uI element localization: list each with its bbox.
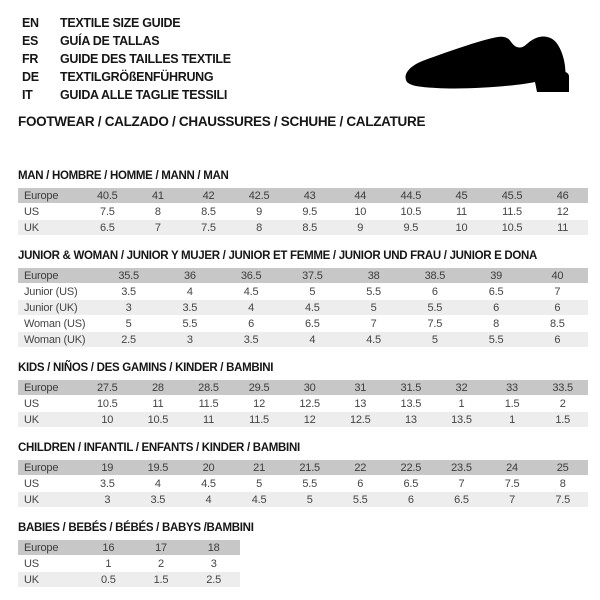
size-cell: 11 xyxy=(152,397,164,410)
size-table xyxy=(18,539,240,588)
size-cell: 3.5 xyxy=(243,333,259,346)
size-cell: 6 xyxy=(493,301,500,314)
size-cell: 3 xyxy=(186,333,193,346)
language-code: FR xyxy=(22,52,39,66)
size-cell: 10.5 xyxy=(501,221,523,234)
size-cell: 37.5 xyxy=(282,268,343,283)
size-cell: 10.5 xyxy=(400,205,422,218)
size-cell: 0.5 xyxy=(100,573,116,586)
size-cell: 9 xyxy=(256,205,263,218)
row-label: US xyxy=(24,205,39,218)
size-cell: 3.5 xyxy=(99,477,115,490)
size-cell: 9.5 xyxy=(403,221,419,234)
size-cell: 11 xyxy=(557,221,569,234)
language-code: EN xyxy=(22,16,39,30)
table-title: CHILDREN / INFANTIL / ENFANTS / KINDER / BAMBINI xyxy=(18,442,300,454)
size-cell: 7 xyxy=(509,493,515,506)
row-label: Europe xyxy=(18,540,82,555)
size-cell: 4 xyxy=(186,285,193,298)
europe-header-row xyxy=(18,540,240,555)
row-label: UK xyxy=(24,221,39,234)
size-cell: 4.5 xyxy=(366,333,381,346)
size-cell: 1.5 xyxy=(153,573,169,586)
size-cell: 12.5 xyxy=(299,397,320,410)
size-cell: 33 xyxy=(487,380,538,395)
europe-header-row xyxy=(18,460,588,475)
size-cell: 17 xyxy=(135,540,188,555)
europe-header-row xyxy=(18,188,588,203)
size-cell: 10.5 xyxy=(96,397,118,410)
guide-title-en: TEXTILE SIZE GUIDE xyxy=(60,16,181,30)
row-label: Europe xyxy=(18,380,82,395)
size-table-section xyxy=(18,170,588,236)
size-table-section xyxy=(18,442,588,508)
size-cell: 10.5 xyxy=(147,413,169,426)
size-cell: 6.5 xyxy=(99,221,115,234)
size-table-section xyxy=(18,362,588,428)
size-row xyxy=(18,204,588,219)
size-cell: 6 xyxy=(431,285,438,298)
size-cell: 2.5 xyxy=(121,333,136,346)
europe-header-row xyxy=(18,380,588,395)
row-label: UK xyxy=(24,573,39,586)
size-cell: 7 xyxy=(554,285,561,298)
size-cell: 5.5 xyxy=(302,477,318,490)
size-cell: 41 xyxy=(133,188,184,203)
row-label: UK xyxy=(24,493,39,506)
size-row xyxy=(18,476,588,491)
size-row xyxy=(18,300,588,315)
size-cell: 11.5 xyxy=(502,205,522,218)
size-cell: 5.5 xyxy=(182,317,198,330)
size-cell: 8 xyxy=(493,317,500,330)
size-cell: 21 xyxy=(234,460,285,475)
size-cell: 12.5 xyxy=(349,413,371,426)
size-cell: 19.5 xyxy=(133,460,184,475)
size-cell: 1 xyxy=(509,413,515,426)
size-cell: 6 xyxy=(554,333,561,346)
size-cell: 5 xyxy=(431,333,438,346)
size-cell: 5.5 xyxy=(366,285,381,298)
size-row xyxy=(18,572,240,587)
size-cell: 4.5 xyxy=(243,285,259,298)
size-cell: 3 xyxy=(125,301,132,314)
row-label: Woman (UK) xyxy=(24,333,86,346)
size-cell: 10 xyxy=(455,221,468,234)
size-cell: 44 xyxy=(335,188,386,203)
shoe-icon xyxy=(398,34,580,98)
size-cell: 40.5 xyxy=(82,188,133,203)
row-label: Europe xyxy=(18,188,82,203)
size-cell: 7.5 xyxy=(504,477,520,490)
size-cell: 6.5 xyxy=(305,317,320,330)
size-cell: 11 xyxy=(202,413,214,426)
size-cell: 7.5 xyxy=(555,493,571,506)
language-code: DE xyxy=(22,70,39,84)
size-row xyxy=(18,412,588,427)
row-label: US xyxy=(24,397,39,410)
table-title: KIDS / NIÑOS / DES GAMINS / KINDER / BAMBINI xyxy=(18,362,274,374)
size-cell: 42 xyxy=(183,188,234,203)
size-table-section xyxy=(18,522,588,588)
size-cell: 12 xyxy=(253,397,265,410)
language-code: ES xyxy=(22,34,39,48)
row-label: Europe xyxy=(18,460,82,475)
size-cell: 1 xyxy=(458,397,465,410)
shoe-silhouette xyxy=(406,36,569,92)
europe-header-row xyxy=(18,268,588,283)
size-cell: 11.5 xyxy=(198,397,219,410)
size-cell: 6 xyxy=(554,301,561,314)
size-cell: 19 xyxy=(82,460,133,475)
size-cell: 5.5 xyxy=(352,493,368,506)
size-cell: 18 xyxy=(187,540,240,555)
size-cell: 4.5 xyxy=(305,301,320,314)
size-cell: 28.5 xyxy=(183,380,234,395)
guide-title-fr: GUIDE DES TAILLES TEXTILE xyxy=(60,52,231,66)
size-cell: 28 xyxy=(133,380,184,395)
size-cell: 2.5 xyxy=(206,573,221,586)
size-cell: 13.5 xyxy=(451,413,472,426)
size-cell: 38 xyxy=(343,268,404,283)
size-cell: 30 xyxy=(284,380,335,395)
size-cell: 6.5 xyxy=(488,285,504,298)
language-code: IT xyxy=(22,88,33,102)
size-cell: 33.5 xyxy=(537,380,588,395)
size-cell: 35.5 xyxy=(98,268,159,283)
size-cell: 12 xyxy=(556,205,569,218)
size-cell: 39 xyxy=(466,268,527,283)
size-cell: 4 xyxy=(309,333,316,346)
size-cell: 8.5 xyxy=(201,205,216,218)
size-cell: 4 xyxy=(248,301,255,314)
size-cell: 10 xyxy=(354,205,367,218)
size-cell: 5 xyxy=(309,285,316,298)
size-cell: 16 xyxy=(82,540,135,555)
size-cell: 21.5 xyxy=(284,460,335,475)
size-row xyxy=(18,556,240,571)
size-cell: 7 xyxy=(458,477,465,490)
size-cell: 13 xyxy=(404,413,417,426)
size-cell: 4 xyxy=(154,477,161,490)
size-cell: 7.5 xyxy=(201,221,216,234)
size-cell: 8.5 xyxy=(550,317,565,330)
size-cell: 43 xyxy=(284,188,335,203)
size-cell: 6 xyxy=(407,493,414,506)
guide-title-it: GUIDA ALLE TAGLIE TESSILI xyxy=(60,88,228,102)
size-cell: 38.5 xyxy=(404,268,465,283)
size-row xyxy=(18,396,588,411)
row-label: US xyxy=(24,557,39,570)
table-title: MAN / HOMBRE / HOMME / MANN / MAN xyxy=(18,170,229,182)
size-cell: 11 xyxy=(455,205,467,218)
size-cell: 9 xyxy=(357,221,364,234)
size-cell: 8 xyxy=(256,221,263,234)
size-cell: 5.5 xyxy=(427,301,443,314)
size-table xyxy=(18,267,588,348)
size-row xyxy=(18,220,588,235)
size-row xyxy=(18,492,588,507)
size-cell: 13.5 xyxy=(400,397,422,410)
language-row xyxy=(18,14,588,32)
size-tables xyxy=(18,170,588,588)
size-cell: 7 xyxy=(154,221,161,234)
size-cell: 40 xyxy=(527,268,588,283)
row-label: Woman (US) xyxy=(24,317,86,330)
guide-title-de: TEXTILGRÖßENFÜHRUNG xyxy=(60,70,214,84)
size-cell: 13 xyxy=(354,397,367,410)
row-label: UK xyxy=(24,413,39,426)
size-cell: 2 xyxy=(559,397,566,410)
table-title: BABIES / BEBÉS / BÉBÉS / BABYS /BAMBINI xyxy=(18,522,254,534)
size-cell: 27.5 xyxy=(82,380,133,395)
row-label: US xyxy=(24,477,39,490)
size-table xyxy=(18,379,588,428)
size-table xyxy=(18,187,588,236)
size-cell: 6.5 xyxy=(403,477,419,490)
size-cell: 3 xyxy=(210,557,217,570)
size-cell: 45 xyxy=(436,188,487,203)
size-cell: 1.5 xyxy=(555,413,571,426)
size-table xyxy=(18,459,588,508)
size-cell: 7.5 xyxy=(427,317,443,330)
size-cell: 3 xyxy=(104,493,111,506)
size-cell: 5 xyxy=(370,301,377,314)
size-cell: 31.5 xyxy=(386,380,437,395)
size-row xyxy=(18,316,588,331)
size-cell: 4.5 xyxy=(251,493,267,506)
size-cell: 6 xyxy=(357,477,364,490)
size-cell: 1.5 xyxy=(504,397,520,410)
size-row xyxy=(18,332,588,347)
size-cell: 3.5 xyxy=(182,301,198,314)
size-cell: 31 xyxy=(335,380,386,395)
category-line: FOOTWEAR / CALZADO / CHAUSSURES / SCHUHE / CALZATURE xyxy=(18,114,426,129)
size-cell: 3.5 xyxy=(150,493,166,506)
size-cell: 10 xyxy=(101,413,114,426)
size-cell: 25 xyxy=(537,460,588,475)
guide-title-es: GUÍA DE TALLAS xyxy=(60,34,160,48)
size-cell: 11.5 xyxy=(249,413,269,426)
size-cell: 5.5 xyxy=(488,333,504,346)
size-cell: 4 xyxy=(205,493,212,506)
size-cell: 8 xyxy=(154,205,161,218)
size-cell: 32 xyxy=(436,380,487,395)
size-cell: 44.5 xyxy=(386,188,437,203)
size-table-section xyxy=(18,250,588,348)
size-cell: 36 xyxy=(159,268,220,283)
size-cell: 29.5 xyxy=(234,380,285,395)
size-cell: 4.5 xyxy=(201,477,216,490)
size-cell: 23.5 xyxy=(436,460,487,475)
size-cell: 36.5 xyxy=(221,268,282,283)
size-cell: 8.5 xyxy=(302,221,318,234)
size-cell: 6.5 xyxy=(454,493,469,506)
size-cell: 2 xyxy=(158,557,164,570)
size-cell: 8 xyxy=(559,477,566,490)
size-cell: 3.5 xyxy=(121,285,136,298)
size-row xyxy=(18,284,588,299)
size-cell: 42.5 xyxy=(234,188,285,203)
row-label: Europe xyxy=(18,268,98,283)
size-cell: 1 xyxy=(105,557,112,570)
size-cell: 22.5 xyxy=(386,460,437,475)
size-cell: 7 xyxy=(370,317,377,330)
size-cell: 5 xyxy=(306,493,313,506)
row-label: Junior (US) xyxy=(24,285,78,298)
size-cell: 9.5 xyxy=(302,205,318,218)
size-cell: 24 xyxy=(487,460,538,475)
size-cell: 7.5 xyxy=(99,205,115,218)
size-cell: 12 xyxy=(303,413,316,426)
size-cell: 6 xyxy=(248,317,255,330)
size-cell: 5 xyxy=(125,317,132,330)
table-title: JUNIOR & WOMAN / JUNIOR Y MUJER / JUNIOR ET FEMME / JUNIOR UND FRAU / JUNIOR E DONA xyxy=(18,250,538,262)
size-cell: 22 xyxy=(335,460,386,475)
size-cell: 5 xyxy=(256,477,263,490)
size-cell: 45.5 xyxy=(487,188,538,203)
size-cell: 46 xyxy=(537,188,588,203)
row-label: Junior (UK) xyxy=(24,301,78,314)
size-cell: 20 xyxy=(183,460,234,475)
